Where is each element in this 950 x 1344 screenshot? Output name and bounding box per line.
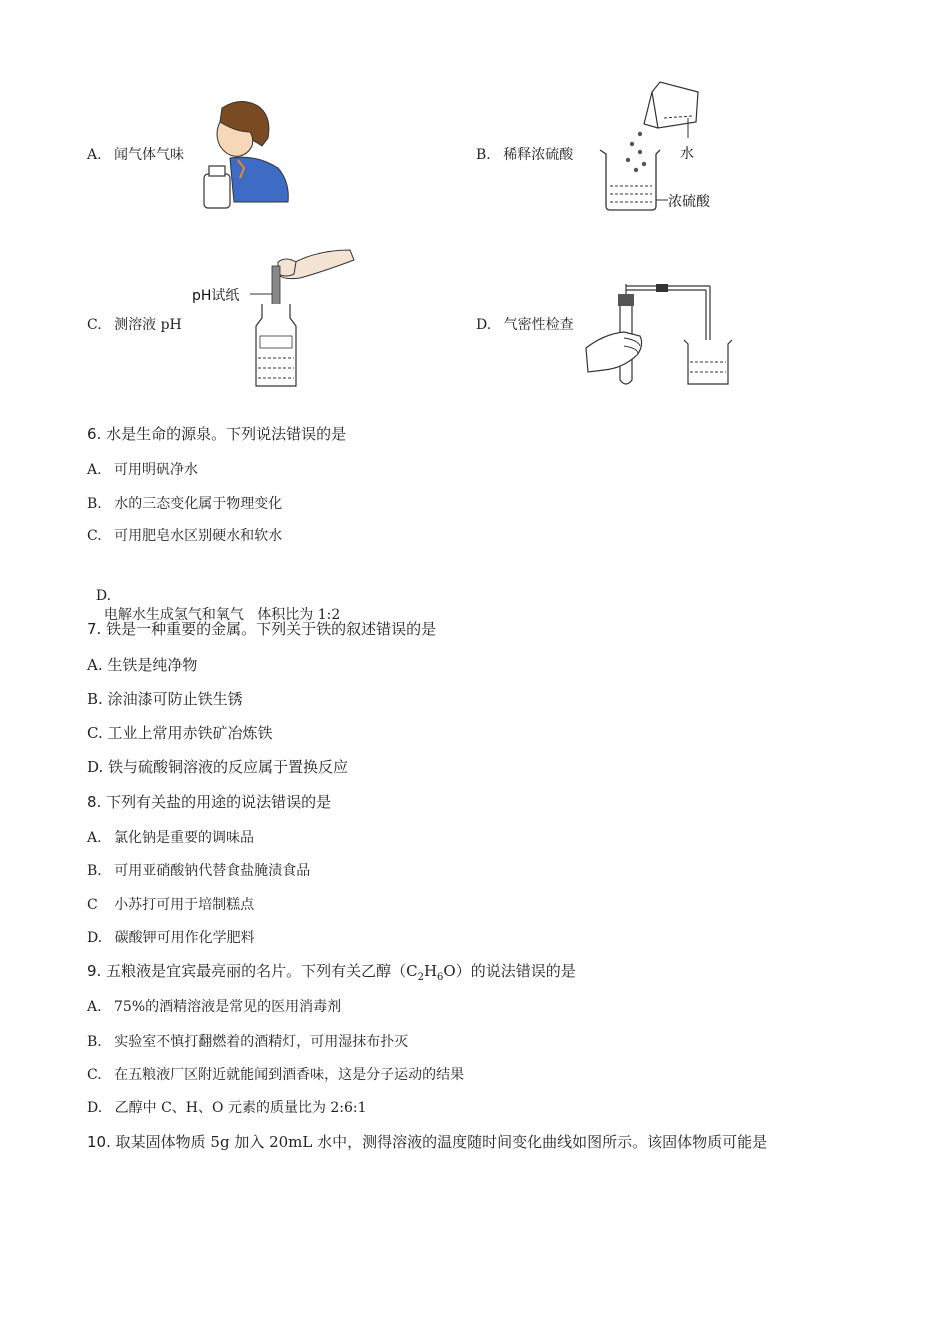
q9-option-d (87, 1097, 367, 1117)
option-letter: C (87, 897, 98, 913)
q9-stem (87, 960, 576, 983)
q10-stem (87, 1131, 767, 1152)
option-text: 测溶液 pH (114, 317, 182, 333)
option-letter: B. (87, 863, 102, 879)
q8-option-d (87, 927, 255, 947)
question-number: 7. (87, 620, 102, 638)
q6-option-d (87, 572, 340, 624)
option-letter: B. (87, 496, 102, 512)
option-letter: A. (87, 999, 102, 1015)
q6-option-b (87, 493, 282, 513)
question-text: 铁是一种重要的金属。下列关于铁的叙述错误的是 (106, 620, 437, 638)
q8-option-c (87, 894, 254, 914)
q9-option-b (87, 1031, 408, 1051)
question-text: 取某固体物质 5g 加入 20mL 水中，测得溶液的温度随时间变化曲线如图所示。该固体物质可能是 (115, 1133, 768, 1151)
option-text: 75%的酒精溶液是常见的医用消毒剂 (114, 999, 342, 1015)
q6-option-a (87, 459, 198, 479)
option-letter: B. (87, 1034, 102, 1050)
option-text: 生铁是纯净物 (107, 656, 198, 674)
option-letter: A. (87, 147, 102, 163)
airtightness-figure (584, 278, 734, 392)
question-number: 9. (87, 962, 102, 980)
option-text: 可用肥皂水区别硬水和软水 (114, 528, 283, 544)
option-letter: C. (87, 1067, 102, 1083)
option-letter: C. (87, 317, 102, 333)
q7-option-b (87, 688, 243, 709)
option-letter: D. (87, 758, 104, 776)
q9-option-a (87, 996, 341, 1016)
option-text: 铁与硫酸铜溶液的反应属于置换反应 (108, 758, 349, 776)
q8-option-b (87, 860, 310, 880)
q9-option-c (87, 1064, 464, 1084)
option-text: 水的三态变化属于物理变化 (114, 496, 283, 512)
option-text: 闻气体气味 (114, 147, 185, 163)
water-label: 水 (680, 146, 694, 162)
option-letter: D. (95, 588, 112, 604)
smelling-gas-figure (200, 98, 292, 212)
question-number: 8. (87, 793, 102, 811)
option-text: 可用亚硝酸钠代替食盐腌渍食品 (114, 863, 311, 879)
option-letter: D. (87, 930, 103, 946)
q8-option-a (87, 827, 254, 847)
option-letter: D. (87, 1100, 103, 1116)
option-letter: C. (87, 528, 102, 544)
q6-stem (87, 423, 346, 444)
option-text: 电解水生成氢气和氧气 体积比为 1:2 (103, 607, 341, 623)
q7-option-d (87, 756, 348, 777)
option-text: 气密性检查 (503, 317, 574, 333)
q7-stem (87, 618, 436, 639)
q8-stem (87, 791, 331, 812)
q7-option-a (87, 654, 197, 675)
option-text: 工业上常用赤铁矿冶炼铁 (107, 724, 273, 742)
question-text: 水是生命的源泉。下列说法错误的是 (106, 425, 347, 443)
option-text: 实验室不慎打翻燃着的酒精灯，可用湿抹布扑灭 (114, 1034, 409, 1050)
q5-option-a (87, 144, 184, 164)
q5-option-c (87, 314, 182, 334)
acid-label: 浓硫酸 (668, 194, 710, 210)
question-text: 下列有关盐的用途的说法错误的是 (106, 793, 332, 811)
option-letter: A. (87, 462, 102, 478)
option-text: 碳酸钾可用作化学肥料 (114, 930, 255, 946)
option-text: 稀释浓硫酸 (503, 147, 574, 163)
q7-option-c (87, 722, 273, 743)
option-text: 可用明矾净水 (114, 462, 199, 478)
question-number: 10. (87, 1133, 111, 1151)
option-letter: C. (87, 724, 103, 742)
dilute-acid-figure (590, 78, 730, 216)
option-text: 氯化钠是重要的调味品 (114, 830, 255, 846)
question-number: 6. (87, 425, 102, 443)
q5-option-b (476, 144, 573, 164)
q6-option-c (87, 525, 282, 545)
option-text: 乙醇中 C、H、O 元素的质量比为 2:6:1 (114, 1100, 367, 1116)
option-letter: B. (476, 147, 491, 163)
option-letter: B. (87, 690, 103, 708)
question-text: 五粮液是宜宾最亮丽的名片。下列有关乙醇$(C_2H_6O)$的说法错误的是 (106, 962, 576, 983)
option-text: 小苏打可用于培制糕点 (114, 897, 255, 913)
q5-option-d (476, 314, 574, 334)
ph-paper-label: pH试纸 (192, 288, 240, 304)
option-letter: A. (87, 830, 102, 846)
option-letter: D. (476, 317, 492, 333)
option-text: 在五粮液厂区附近就能闻到酒香味，这是分子运动的结果 (114, 1067, 465, 1083)
option-letter: A. (87, 656, 103, 674)
ph-test-figure (190, 244, 360, 392)
option-text: 涂油漆可防止铁生锈 (107, 690, 243, 708)
